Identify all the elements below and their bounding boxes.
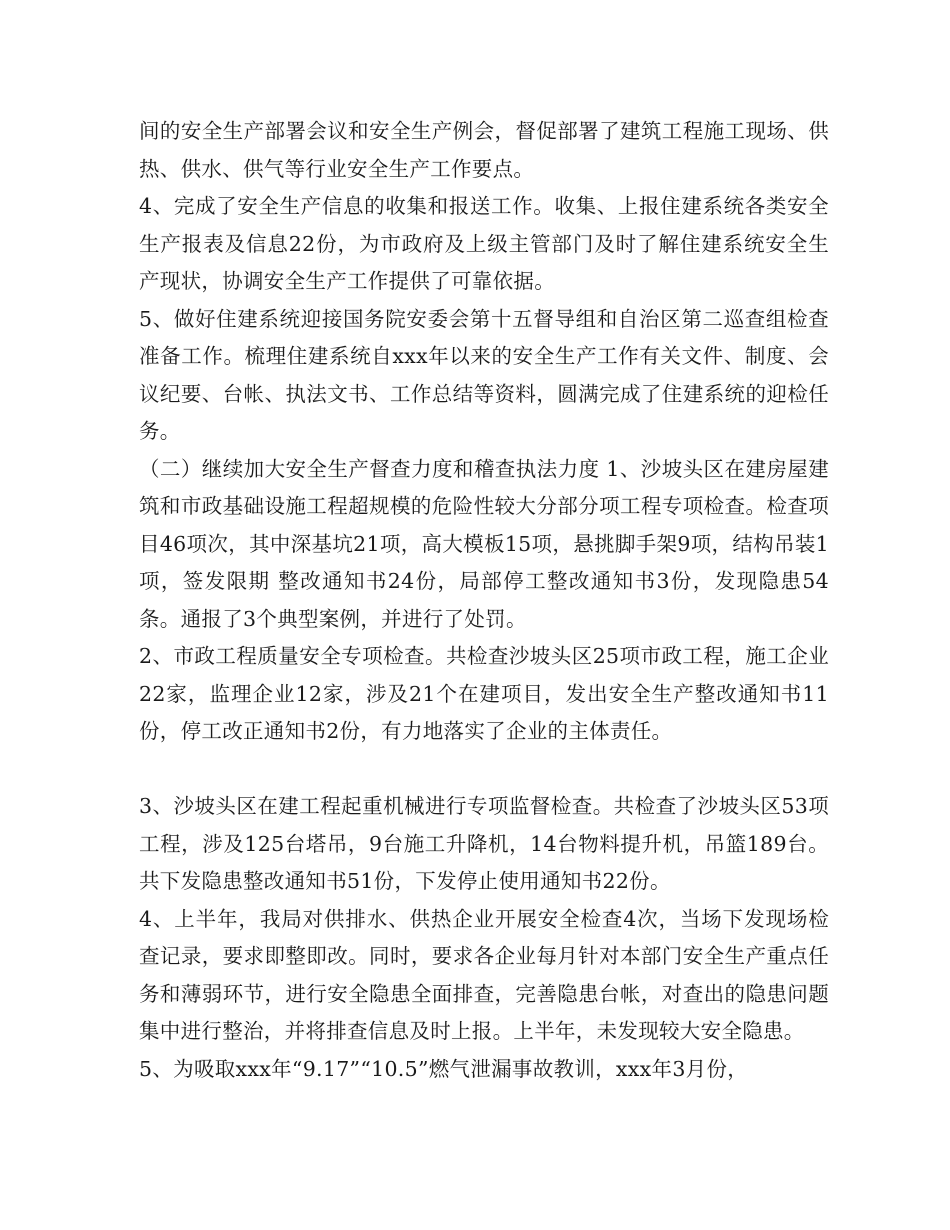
blank-line — [139, 751, 829, 789]
paragraph-item-5-gas: 5、为吸取xxx年“9.17”“10.5”燃气泄漏事故教训，xxx年3月份， — [139, 1056, 749, 1081]
paragraph-item-3-cranes: 3、沙坡头区在建工程起重机械进行专项监督检查。共检查了沙坡头区53项工程，涉及125台塔吊，9台施工升降机，14台物料提升机，吊篮189台。共下发隐患整改通知书51份，下发停止使用通知书22份。 — [139, 794, 829, 893]
paragraph-item-5-inspection-prep: 5、做好住建系统迎接国务院安委会第十五督导组和自治区第二巡查组检查准备工作。梳理住建系统自xxx年以来的安全生产工作有关文件、制度、会议纪要、台帐、执法文书、工作总结等资料，圆满完成了住建系统的迎检任务。 — [139, 306, 829, 443]
paragraph-item-2-municipal: 2、市政工程质量安全专项检查。共检查沙坡头区25项市政工程，施工企业22家，监理企业12家，涉及21个在建项目，发出安全生产整改通知书11份，停工改正通知书2份，有力地落实了企业的主体责任。 — [139, 644, 829, 743]
paragraph-item-4-info-report: 4、完成了安全生产信息的收集和报送工作。收集、上报住建系统各类安全生产报表及信息22份，为市政府及上级主管部门及时了解住建系统安全生产现状，协调安全生产工作提供了可靠依据。 — [139, 194, 829, 293]
document-body — [139, 113, 829, 1088]
paragraph-section-2-heading: （二）继续加大安全生产督查力度和稽查执法力度 1、沙坡头区在建房屋建筑和市政基础设施工程超规模的危险性较大分部分项工程专项检查。检查项目46项次，其中深基坑21项，高大模板15项，悬挑脚手架9项，结构吊装1项，签发限期 整改通知书24份，局部停工整改通知书3份，发现隐患54条。通报了3个典型案例，并进行了处罚。 — [139, 456, 829, 631]
paragraph-item-4-utilities: 4、上半年，我局对供排水、供热企业开展安全检查4次，当场下发现场检查记录，要求即整即改。同时，要求各企业每月针对本部门安全生产重点任务和薄弱环节，进行安全隐患全面排查，完善隐患台帐，对查出的隐患问题集中进行整治，并将排查信息及时上报。上半年，未发现较大安全隐患。 — [139, 906, 829, 1043]
paragraph-continuation: 间的安全生产部署会议和安全生产例会，督促部署了建筑工程施工现场、供热、供水、供气等行业安全生产工作要点。 — [139, 119, 829, 181]
